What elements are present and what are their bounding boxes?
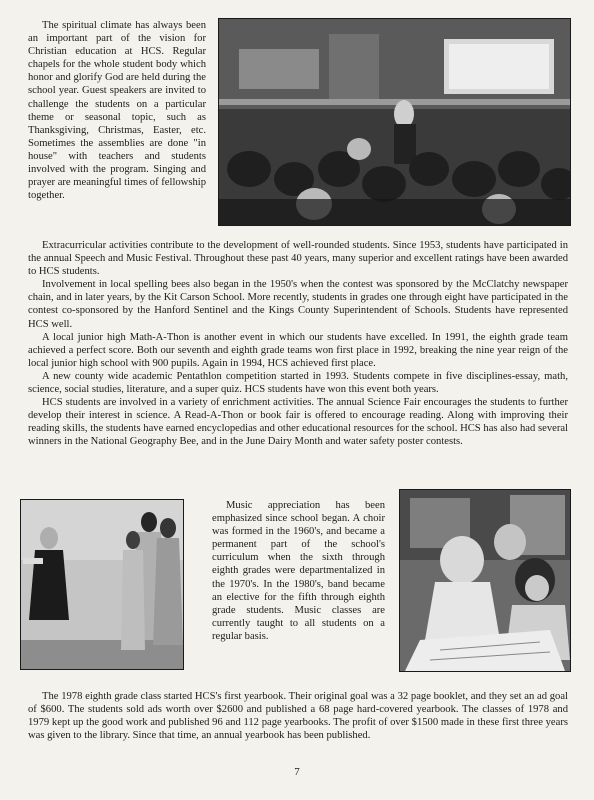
chapel-assembly-photo	[218, 18, 571, 226]
intro-paragraph	[28, 19, 206, 202]
yearbook-text: The 1978 eighth grade class started HCS's first yearbook. Their original goal was a 32 page booklet, and they set an ad goal of $600. The students sold ads worth over $2600 and published a 68 page hard-covered yearbook. The classes of 1978 and 1979 kept up the good work and published 96 and 112 page yearbooks. The profit of over $1500 made in these first three years was given to the library. Since that time, an annual yearbook has been published.	[28, 691, 568, 742]
paragraph-math-a-thon: A local junior high Math-A-Thon is another event in which our students have excelled. In 1991, the eighth grade team achieved a perfect score. Both our seventh and eighth grade teams won first place in 1992, breaking the nine year reign of the local junior high school with 900 pupils. Again in 1994, HCS achieved first place.	[28, 331, 568, 369]
choir-photo	[20, 499, 184, 670]
page-number: 7	[294, 766, 300, 778]
students-studying-photo	[399, 489, 571, 672]
music-text: Music appreciation has been emphasized since school began. A choir was formed in the 1960's, and became a permanent part of the school's curriculum when the sixth through eighth grades were departmentalized in the 1970's. In the 1980's, band became an elective for the fifth through eighth grade students. Music classes are currently taught to all students on a regular basis.	[212, 500, 385, 642]
paragraph-spelling-bees: Involvement in local spelling bees also began in the 1950's when the contest was sponsored by the McClatchy newspaper chain, and in later years, by the Kit Carson School. More recently, students in grades one through eight have participated in the contest co-sponsored by the Hanford Sentinel and the Kings County Superintendent of Schools. Students have represented HCS well.	[28, 279, 568, 330]
extracurricular-section	[28, 239, 568, 449]
music-paragraph	[212, 499, 385, 643]
intro-text: The spiritual climate has always been an important part of the vision for Christian education at HCS. Regular chapels for the whole student body which honor and glorify God are held during the school year. Guest speakers are invited to challenge the students on a particular theme or seasonal topic, such as Thanksgiving, Christmas, Easter, etc. Sometimes the assemblies are done "in house" with teachers and students involved with the program. Singing and prayer are meaningful times of fellowship together.	[28, 20, 206, 202]
paragraph-enrichment: HCS students are involved in a variety of enrichment activities. The annual Science Fair encourages the students to further develop their interest in science. A Read-A-Thon or book fair is offered to encourage reading. Along with improving their reading skills, the students have earned encyclopedias and other educational resources for the school. HCS has also had several winners in the National Geography Bee, and in the June Dairy Month and water safety poster contests.	[28, 397, 568, 448]
paragraph-pentathlon: A new county wide academic Pentathlon competition started in 1993. Students compete in five disciplines-essay, math, science, social studies, literature, and a super quiz. HCS students have won this event both years.	[28, 370, 568, 396]
yearbook-section	[28, 690, 568, 742]
paragraph-speech-music: Extracurricular activities contribute to the development of well-rounded students. Since 1953, students have participated in the annual Speech and Music Festival. Throughout these past 40 years, many superior and excellent ratings have been awarded to HCS students.	[28, 240, 568, 278]
